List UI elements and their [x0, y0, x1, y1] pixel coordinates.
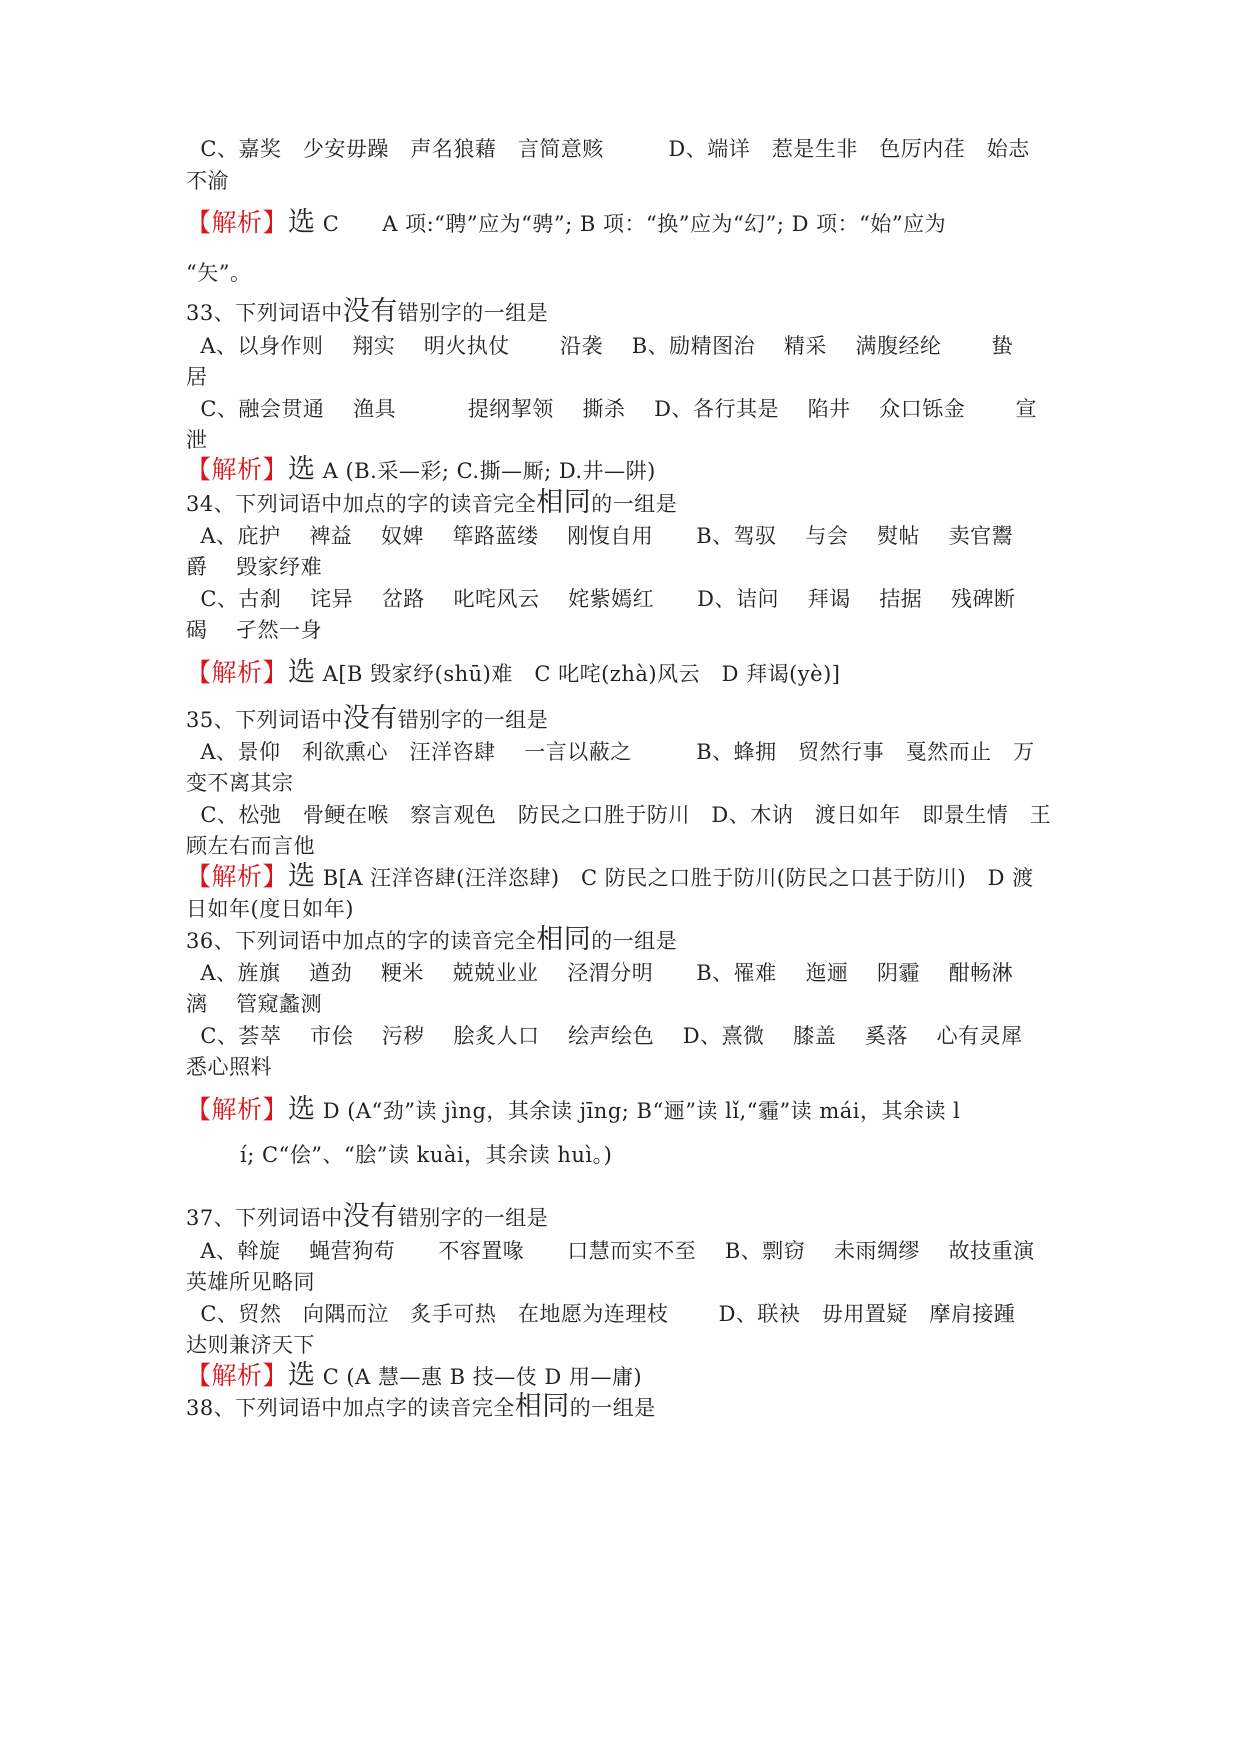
q32-analysis: [186, 207, 1066, 238]
xuan-label: 选: [288, 1094, 316, 1125]
xuan-label: 选: [288, 1360, 316, 1391]
q33-analysis: [186, 454, 1066, 485]
analysis-text: A (B.采—彩; C.撕—厮; D.井—阱): [315, 459, 656, 483]
stem-text: 的一组是: [569, 1396, 656, 1420]
q35-options-ab-cont: 变不离其宗: [186, 771, 294, 795]
analysis-label: 【解析】: [186, 208, 289, 237]
q35-options-cd: C、松弛 骨鲠在喉 察言观色 防民之口胜于防川 D、木讷 渡日如年 即景生情 王: [186, 803, 1052, 827]
q33-options-ab: A、以身作则 翔实 明火执仗 沿袭 B、励精图治 精采 满腹经纶 蛰: [186, 334, 1014, 358]
q33-options-cd-cont: 泄: [186, 428, 208, 452]
q33-options-cd: C、融会贯通 渔具 提纲挈领 撕杀 D、各行其是 陷井 众口铄金 宣: [186, 397, 1037, 421]
q37-options-ab: A、斡旋 蝇营狗苟 不容置喙 口慧而实不至 B、剽窃 未雨绸缪 故技重演: [186, 1239, 1035, 1263]
q32-options-cd-cont: 不渝: [186, 169, 229, 193]
stem-emphasis: 没有: [342, 703, 398, 734]
analysis-text: A[B 毁家纾(shū)难 C 叱咤(zhà)风云 D 拜谒(yè)]: [315, 662, 841, 686]
analysis-text: D (A“劲”读 jìng，其余读 jīng; B“逦”读 lǐ,“霾”读 mái，其余读 l: [315, 1099, 961, 1123]
stem-emphasis: 相同: [536, 924, 592, 955]
xuan-label: 选: [288, 657, 316, 688]
stem-text: 33、下列词语中: [186, 301, 343, 325]
q36-options-cd: C、荟萃 市侩 污秽 脍炙人口 绘声绘色 D、熹微 膝盖 奚落 心有灵犀: [186, 1024, 1023, 1048]
stem-text: 34、下列词语中加点的字的读音完全: [186, 492, 537, 516]
q35-options-ab: A、景仰 利欲熏心 汪洋咨肆 一言以蔽之 B、蜂拥 贸然行事 戛然而止 万: [186, 740, 1035, 764]
analysis-label: 【解析】: [186, 455, 289, 484]
q34-stem: [186, 487, 1066, 518]
xuan-label: 选: [288, 861, 316, 892]
analysis-label: 【解析】: [186, 1095, 289, 1124]
xuan-label: 选: [288, 454, 316, 485]
q35-analysis: [186, 861, 1066, 892]
stem-emphasis: 没有: [342, 1201, 398, 1232]
stem-text: 错别字的一组是: [397, 708, 549, 732]
q35-options-cd-cont: 顾左右而言他: [186, 834, 315, 858]
q34-options-cd-cont: 碣 孑然一身: [186, 618, 323, 642]
q34-options-cd: C、古刹 诧异 岔路 叱咤风云 姹紫嫣红 D、诘问 拜谒 拮据 残碑断: [186, 587, 1016, 611]
stem-text: 35、下列词语中: [186, 708, 343, 732]
q33-stem: [186, 296, 1066, 327]
stem-text: 错别字的一组是: [397, 1206, 549, 1230]
q34-options-ab-cont: 爵 毁家纾难: [186, 555, 323, 579]
q35-stem: [186, 703, 1066, 734]
q36-analysis-cont: í; C“侩”、“脍”读 kuài，其余读 huì。): [240, 1143, 613, 1167]
q37-options-cd-cont: 达则兼济天下: [186, 1333, 315, 1357]
q34-options-ab: A、庇护 裨益 奴婢 筚路蓝缕 刚愎自用 B、驾驭 与会 熨帖 卖官鬻: [186, 524, 1014, 548]
stem-text: 错别字的一组是: [397, 301, 549, 325]
stem-emphasis: 没有: [342, 296, 398, 327]
stem-text: 38、下列词语中加点字的读音完全: [186, 1396, 515, 1420]
analysis-text: C (A 慧—惠 B 技—伎 D 用—庸): [315, 1365, 643, 1389]
stem-emphasis: 相同: [536, 487, 592, 518]
q37-options-ab-cont: 英雄所见略同: [186, 1270, 315, 1294]
q38-stem: [186, 1391, 1066, 1422]
q37-analysis: [186, 1360, 1066, 1391]
q35-analysis-cont: 日如年(度日如年): [186, 897, 354, 921]
analysis-label: 【解析】: [186, 1361, 289, 1390]
stem-text: 37、下列词语中: [186, 1206, 343, 1230]
q36-options-cd-cont: 悉心照料: [186, 1055, 272, 1079]
analysis-label: 【解析】: [186, 658, 289, 687]
analysis-text: C A 项:“聘”应为“骋”; B 项：“换”应为“幻”; D 项：“始”应为: [315, 212, 947, 236]
stem-text: 36、下列词语中加点的字的读音完全: [186, 929, 537, 953]
q32-analysis-cont: “矢”。: [186, 261, 252, 285]
stem-emphasis: 相同: [514, 1391, 570, 1422]
analysis-label: 【解析】: [186, 862, 289, 891]
q36-options-ab-cont: 漓 管窥蠡测: [186, 992, 323, 1016]
q33-options-ab-cont: 居: [186, 365, 208, 389]
q37-stem: [186, 1201, 1066, 1232]
stem-text: 的一组是: [591, 929, 678, 953]
q36-analysis: [186, 1094, 1066, 1125]
analysis-text: B[A 汪洋咨肆(汪洋恣肆) C 防民之口胜于防川(防民之口甚于防川) D 渡: [315, 866, 1034, 890]
q36-stem: [186, 924, 1066, 955]
q37-options-cd: C、贸然 向隅而泣 炙手可热 在地愿为连理枝 D、联袂 毋用置疑 摩肩接踵: [186, 1302, 1016, 1326]
q36-options-ab: A、旌旗 遒劲 粳米 兢兢业业 泾渭分明 B、罹难 迤逦 阴霾 酣畅淋: [186, 961, 1014, 985]
q34-analysis: [186, 657, 1066, 688]
xuan-label: 选: [288, 207, 316, 238]
stem-text: 的一组是: [591, 492, 678, 516]
q32-options-cd: C、嘉奖 少安毋躁 声名狼藉 言简意赅 D、端详 惹是生非 色厉内荏 始志: [186, 137, 1030, 161]
